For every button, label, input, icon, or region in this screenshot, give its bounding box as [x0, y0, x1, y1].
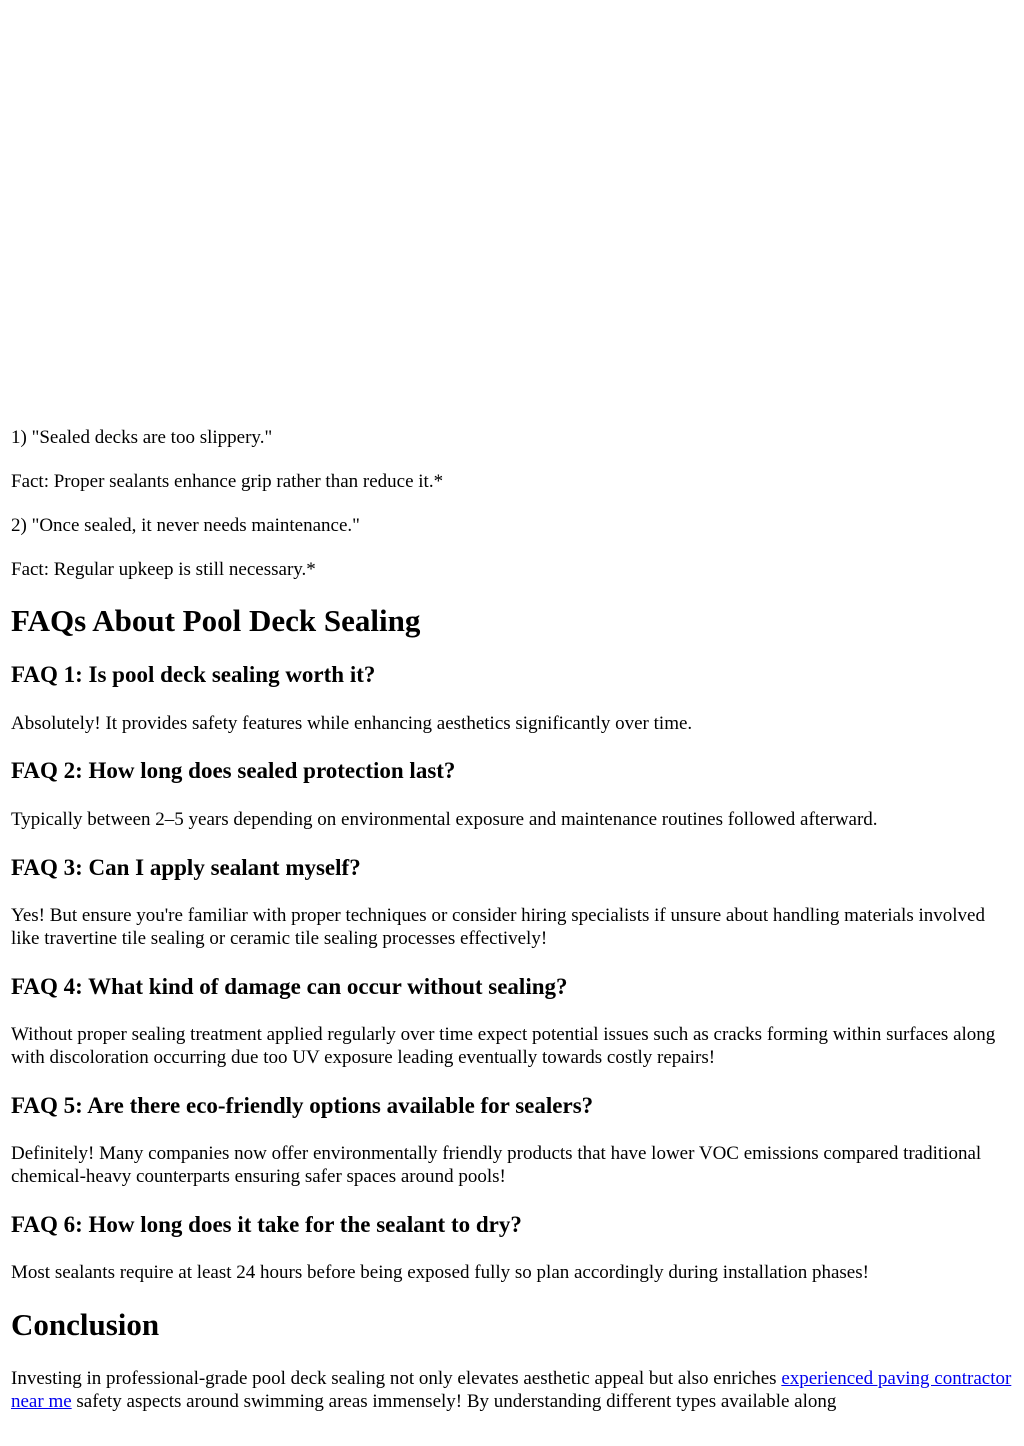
faq-answer: Typically between 2–5 years depending on environmental exposure and maintenance routines followed afterward.	[11, 809, 878, 830]
blank-area	[11, 0, 1013, 426]
faq-answer: Without proper sealing treatment applied regularly over time expect potential issues such as cracks forming within surfaces along with discoloration occurring due too UV exposure leading eventually towards costly repairs!	[11, 1024, 996, 1068]
myth-claim: 1) "Sealed decks are too slippery."	[11, 427, 273, 448]
myth-fact: Fact: Regular upkeep is still necessary.*	[11, 559, 316, 580]
myths-list	[11, 426, 1013, 581]
faq-question: FAQ 2: How long does sealed protection last?	[11, 758, 456, 783]
myth-claim: 2) "Once sealed, it never needs maintenance."	[11, 515, 360, 536]
conclusion-paragraph	[11, 1367, 1013, 1413]
faq-question: FAQ 5: Are there eco-friendly options available for sealers?	[11, 1093, 594, 1118]
faq-heading: FAQs About Pool Deck Sealing	[11, 603, 421, 638]
faq-answer: Most sealants require at least 24 hours before being exposed fully so plan accordingly during installation phases!	[11, 1262, 869, 1283]
faq-answer: Absolutely! It provides safety features while enhancing aesthetics significantly over time.	[11, 713, 693, 734]
conclusion-text-start: Investing in professional-grade pool deck sealing not only elevates aesthetic appeal but also enriches	[11, 1368, 782, 1389]
faq-answer: Definitely! Many companies now offer environmentally friendly products that have lower VOC emissions compared traditional chemical-heavy counterparts ensuring safer spaces around pools!	[11, 1143, 982, 1187]
faq-answer: Yes! But ensure you're familiar with proper techniques or consider hiring specialists if unsure about handling materials involved like travertine tile sealing or ceramic tile sealing processes effectively!	[11, 905, 985, 949]
conclusion-text-end: safety aspects around swimming areas immensely! By understanding different types available along	[71, 1391, 837, 1412]
conclusion-heading: Conclusion	[11, 1307, 160, 1342]
myth-fact: Fact: Proper sealants enhance grip rather than reduce it.*	[11, 471, 444, 492]
faq-question: FAQ 4: What kind of damage can occur without sealing?	[11, 974, 568, 999]
faq-question: FAQ 6: How long does it take for the sealant to dry?	[11, 1212, 522, 1237]
article-content	[11, 0, 1013, 1413]
faq-question: FAQ 3: Can I apply sealant myself?	[11, 855, 361, 880]
faq-question: FAQ 1: Is pool deck sealing worth it?	[11, 662, 376, 687]
paving-contractor-link[interactable]: experienced paving contractor near me	[11, 1368, 1012, 1412]
